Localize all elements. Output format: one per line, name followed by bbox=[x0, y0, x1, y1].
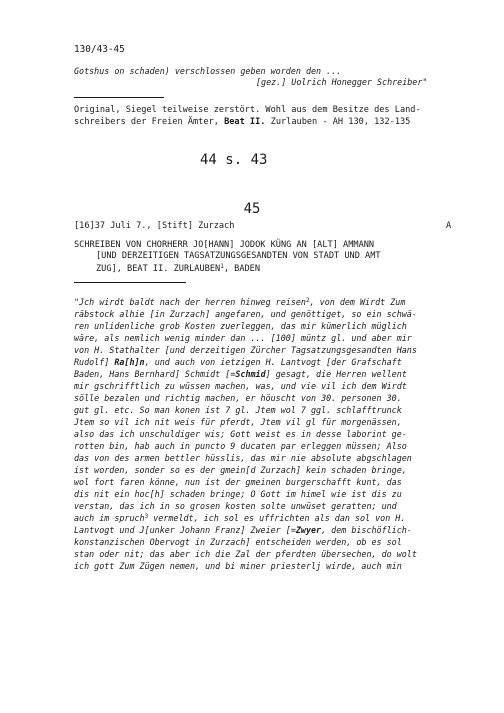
emphasized-name: Zwyer bbox=[295, 525, 322, 535]
text-line: Lantvogt und J[unker Johann Franz] Zweier [=Zwyer, dem bischöflich- bbox=[74, 525, 412, 535]
text-line: Rudolf] Ra[h]n, und auch von ietzigen H. Lantvogt [der Grafschaft bbox=[74, 357, 402, 367]
text-line: sölle bezalen und richtig machen, er höuscht von 30. personen 30. bbox=[74, 393, 402, 403]
text-line: "Jch wirdt baldt nach der herren hinweg reisen$^2$, von dem Wirdt Zum bbox=[74, 297, 406, 307]
document-title-line: [UND DERZEITIGEN TAGSATZUNGSGESANDTEN VON STADT UND AMT bbox=[96, 251, 381, 261]
text-line: auch im spruch$^3$ vermeldt, ich sol es uffrichten als dan sol von H. bbox=[74, 513, 406, 523]
previous-signature-line: [gez.] Uolrich Honegger Schreiber" bbox=[256, 77, 428, 87]
text-line: gut gl. etc. So man konen ist 7 gl. Jtem wol 7 ggl. schlafftrunck bbox=[74, 405, 402, 415]
text-line: ren unlidenliche grob Kosten zuerleggen, das mir kümerlich müglich bbox=[74, 321, 407, 331]
text-line: rotten bin, hab auch in puncto 9 ducaten par erleggen müssen; Also bbox=[74, 441, 407, 451]
footnote-marker: 3 bbox=[144, 513, 149, 520]
text-line: dis nit ein hoc[h] schaden bringe; O Gott im himel wie ist dis zu bbox=[74, 489, 402, 499]
text-line: von H. Stathalter [und derzeitigen Zürcher Tagsatzungsgesandten Hans bbox=[74, 345, 417, 355]
footnote-divider bbox=[74, 97, 164, 98]
title-text: ZUG], BEAT II. ZURLAUBEN bbox=[96, 264, 221, 274]
text-line: wol fort faren könne, nun ist der gmeinen burgerschafft kunt, das bbox=[74, 477, 402, 487]
text-line: verstan, das ich in so grosen kosten solte unwüset geratten; und bbox=[74, 501, 397, 511]
title-text: , BADEN bbox=[223, 264, 261, 274]
text-line: Baden, Hans Bernhard] Schmidt [=Schmid] gesagt, die Herren wellent bbox=[74, 369, 407, 379]
text-line: ist worden, sonder so es der gmein[d Zurzach] kein schaden bringe, bbox=[74, 465, 407, 475]
footnote-text: schreibers der Freien Ämter, bbox=[74, 117, 219, 127]
text-line: mir gschrifftlich zu wüssen machen, was, und vie vil ich dem Wirdt bbox=[74, 381, 407, 391]
emphasized-name: Ra[h]n bbox=[114, 357, 145, 367]
document-number: 45 bbox=[243, 201, 261, 217]
document-date: [16]37 Juli 7., [Stift] Zurzach bbox=[74, 221, 235, 231]
document-title-line bbox=[96, 263, 260, 274]
title-divider bbox=[74, 282, 186, 283]
previous-quote-line: Gotshus on schaden) verschlossen geben worden den ... bbox=[74, 66, 342, 76]
footnote-name: Beat II. bbox=[224, 117, 266, 127]
page-marker: 44 s. 43 bbox=[200, 152, 268, 168]
footnote-line: Original, Siegel teilweise zerstört. Wohl aus dem Besitze des Land- bbox=[74, 105, 421, 115]
text-line: konstanzischen Obervogt in Zurzach] entscheiden werden, ob es sol bbox=[74, 537, 402, 547]
footnote-marker: 2 bbox=[305, 297, 310, 304]
emphasized-name: Schmid bbox=[235, 369, 266, 379]
footnote-marker: 1 bbox=[220, 263, 224, 270]
document-letter: A bbox=[446, 221, 452, 231]
footnote-line bbox=[74, 117, 410, 127]
text-line: ich gott Zum Zügen nemen, und bi miner priesterlj wirde, auch min bbox=[74, 561, 402, 571]
page-reference: 130/43-45 bbox=[74, 44, 125, 55]
footnote-text: Zurlauben - AH 130, 132-135 bbox=[270, 117, 411, 127]
text-line: das von des armen bettler hüsslis, das mir nie absolute abgschlagen bbox=[74, 453, 412, 463]
text-line: wäre, als nemlich wenig minder dan ... [100] müntz gl. und aber mir bbox=[74, 333, 412, 343]
document-title-line: SCHREIBEN VON CHORHERR JO[HANN] JODOK KÜNG AN [ALT] AMMANN bbox=[74, 240, 375, 250]
text-line: räbstock alhie [in Zurzach] angefaren, und genöttiget, so ein schwä- bbox=[74, 309, 417, 319]
text-line: also das ich unschuldiger wis; Gott weist es in desse laborint ge- bbox=[74, 429, 407, 439]
text-line: stan oder nit; das aber ich die Zal der pferdten übersechen, do wolt bbox=[74, 549, 417, 559]
text-line: Jtem so vil ich nit weis für pferdt, Jtem vil gl für morgenässen, bbox=[74, 417, 402, 427]
